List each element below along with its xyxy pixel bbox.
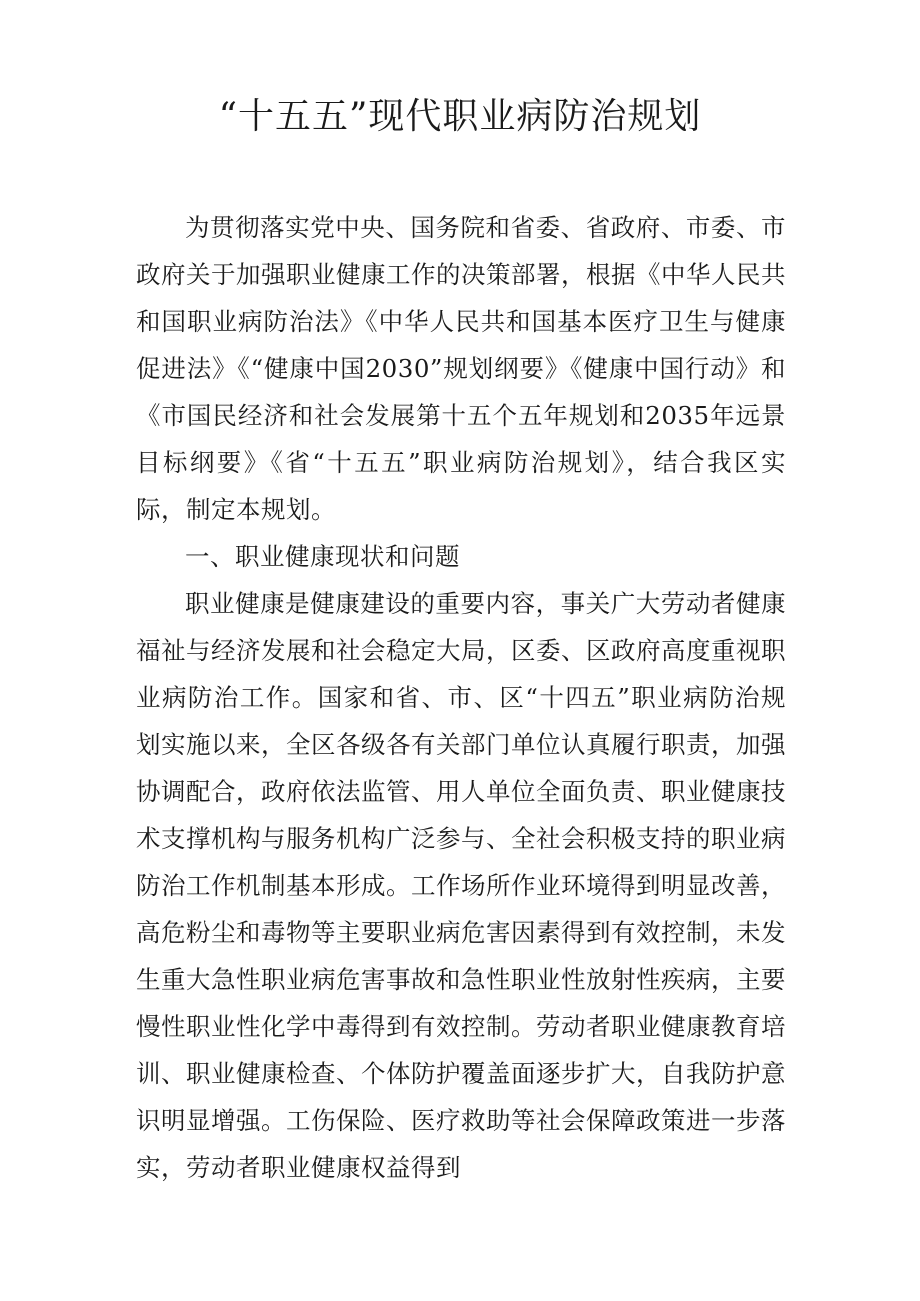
intro-paragraph: 为贯彻落实党中央、国务院和省委、省政府、市委、市政府关于加强职业健康工作的决策部署，根据《中华人民共和国职业病防治法》《中华人民共和国基本医疗卫生与健康促进法》《“健康中国2030”规划纲要》《健康中国行动》和《市国民经济和社会发展第十五个五年规划和2035年远景目标纲要》《省“十五五”职业病防治规划》，结合我区实际，制定本规划。 [136, 213, 786, 524]
section-paragraph: 职业健康是健康建设的重要内容，事关广大劳动者健康福祉与经济发展和社会稳定大局，区委、区政府高度重视职业病防治工作。国家和省、市、区“十四五”职业病防治规划实施以来，全区各级各有关部门单位认真履行职责，加强协调配合，政府依法监管、用人单位全面负责、职业健康技术支撑机构与服务机构广泛参与、全社会积极支持的职业病防治工作机制基本形成。工作场所作业环境得到明显改善，高危粉尘和毒物等主要职业病危害因素得到有效控制，未发生重大急性职业病危害事故和急性职业性放射性疾病，主要慢性职业性化学中毒得到有效控制。劳动者职业健康教育培训、职业健康检查、个体防护覆盖面逐步扩大，自我防护意识明显增强。工伤保险、医疗救助等社会保障政策进一步落实，劳动者职业健康权益得到 [136, 589, 786, 1182]
document-body [136, 204, 786, 1191]
section-heading: 一、职业健康现状和问题 [185, 542, 460, 571]
document-title: “十五五”现代职业病防治规划 [218, 96, 702, 137]
